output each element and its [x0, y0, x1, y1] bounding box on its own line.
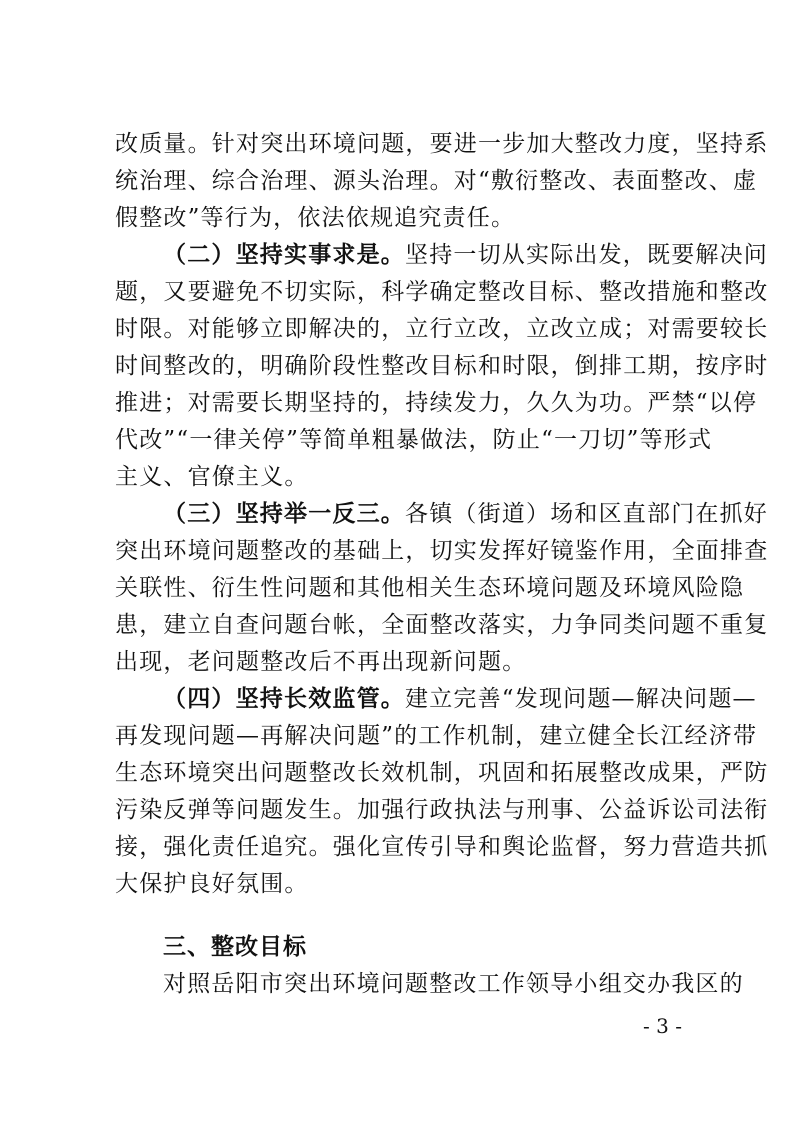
paragraph-2-bold-lead: （二）坚持实事求是。: [163, 242, 405, 268]
paragraph-2-line-6: 代改”“一律关停”等简单粗暴做法，防止“一刀切”等形式: [115, 427, 713, 453]
paragraph-1-line-1: 改质量。针对突出环境问题，要进一步加大整改力度，坚持系: [115, 131, 769, 157]
paragraph-1-line-3: 假整改”等行为，依法依规追究责任。: [115, 205, 516, 231]
paragraph-2-line-1: [163, 239, 768, 271]
paragraph-2-line-7: 主义、官僚主义。: [115, 464, 309, 490]
paragraph-3-line-5: 出现，老问题整改后不再出现新问题。: [115, 649, 527, 675]
paragraph-1-line-2: 统治理、综合治理、源头治理。对“敷衍整改、表面整改、虚: [115, 168, 758, 194]
paragraph-4-line-1-text: 建立完善“发现问题—解决问题—: [405, 686, 757, 712]
paragraph-4-line-3: 生态环境突出问题整改长效机制，巩固和拓展整改成果，严防: [115, 760, 769, 786]
paragraph-5-line-1: 对照岳阳市突出环境问题整改工作领导小组交办我区的: [163, 971, 744, 997]
paragraph-2-line-2: 题，又要避免不切实际，科学确定整改目标、整改措施和整改: [115, 279, 769, 305]
paragraph-4-line-4: 污染反弹等问题发生。加强行政执法与刑事、公益诉讼司法衔: [115, 797, 769, 823]
paragraph-3-line-4: 患，建立自查问题台帐，全面整改落实，力争同类问题不重复: [115, 612, 769, 638]
paragraph-3-line-3: 关联性、衍生性问题和其他相关生态环境问题及环境风险隐: [115, 575, 745, 601]
section-heading: 三、整改目标: [163, 934, 307, 960]
paragraph-2-line-3: 时限。对能够立即解决的，立行立改，立改立成；对需要较长: [115, 316, 769, 342]
paragraph-3-bold-lead: （三）坚持举一反三。: [163, 501, 405, 527]
paragraph-3-line-2: 突出环境问题整改的基础上，切实发挥好镜鉴作用，全面排查: [115, 538, 769, 564]
paragraph-3-line-1-text: 各镇（街道）场和区直部门在抓好: [405, 501, 768, 527]
paragraph-4-line-5: 接，强化责任追究。强化宣传引导和舆论监督，努力营造共抓: [115, 834, 769, 860]
paragraph-4-line-2: 再发现问题—再解决问题”的工作机制，建立健全长江经济带: [115, 723, 758, 749]
paragraph-3-line-1: [163, 498, 768, 530]
paragraph-4-line-6: 大保护良好氛围。: [115, 871, 309, 897]
paragraph-2-line-1-text: 坚持一切从实际出发，既要解决问: [405, 242, 768, 268]
paragraph-4-line-1: [163, 683, 757, 715]
paragraph-4-bold-lead: （四）坚持长效监管。: [163, 686, 405, 712]
paragraph-2-line-4: 时间整改的，明确阶段性整改目标和时限，倒排工期，按序时: [115, 353, 769, 379]
page-number: - 3 -: [643, 1014, 682, 1038]
paragraph-2-line-5: 推进；对需要长期坚持的，持续发力，久久为功。严禁“以停: [115, 390, 758, 416]
